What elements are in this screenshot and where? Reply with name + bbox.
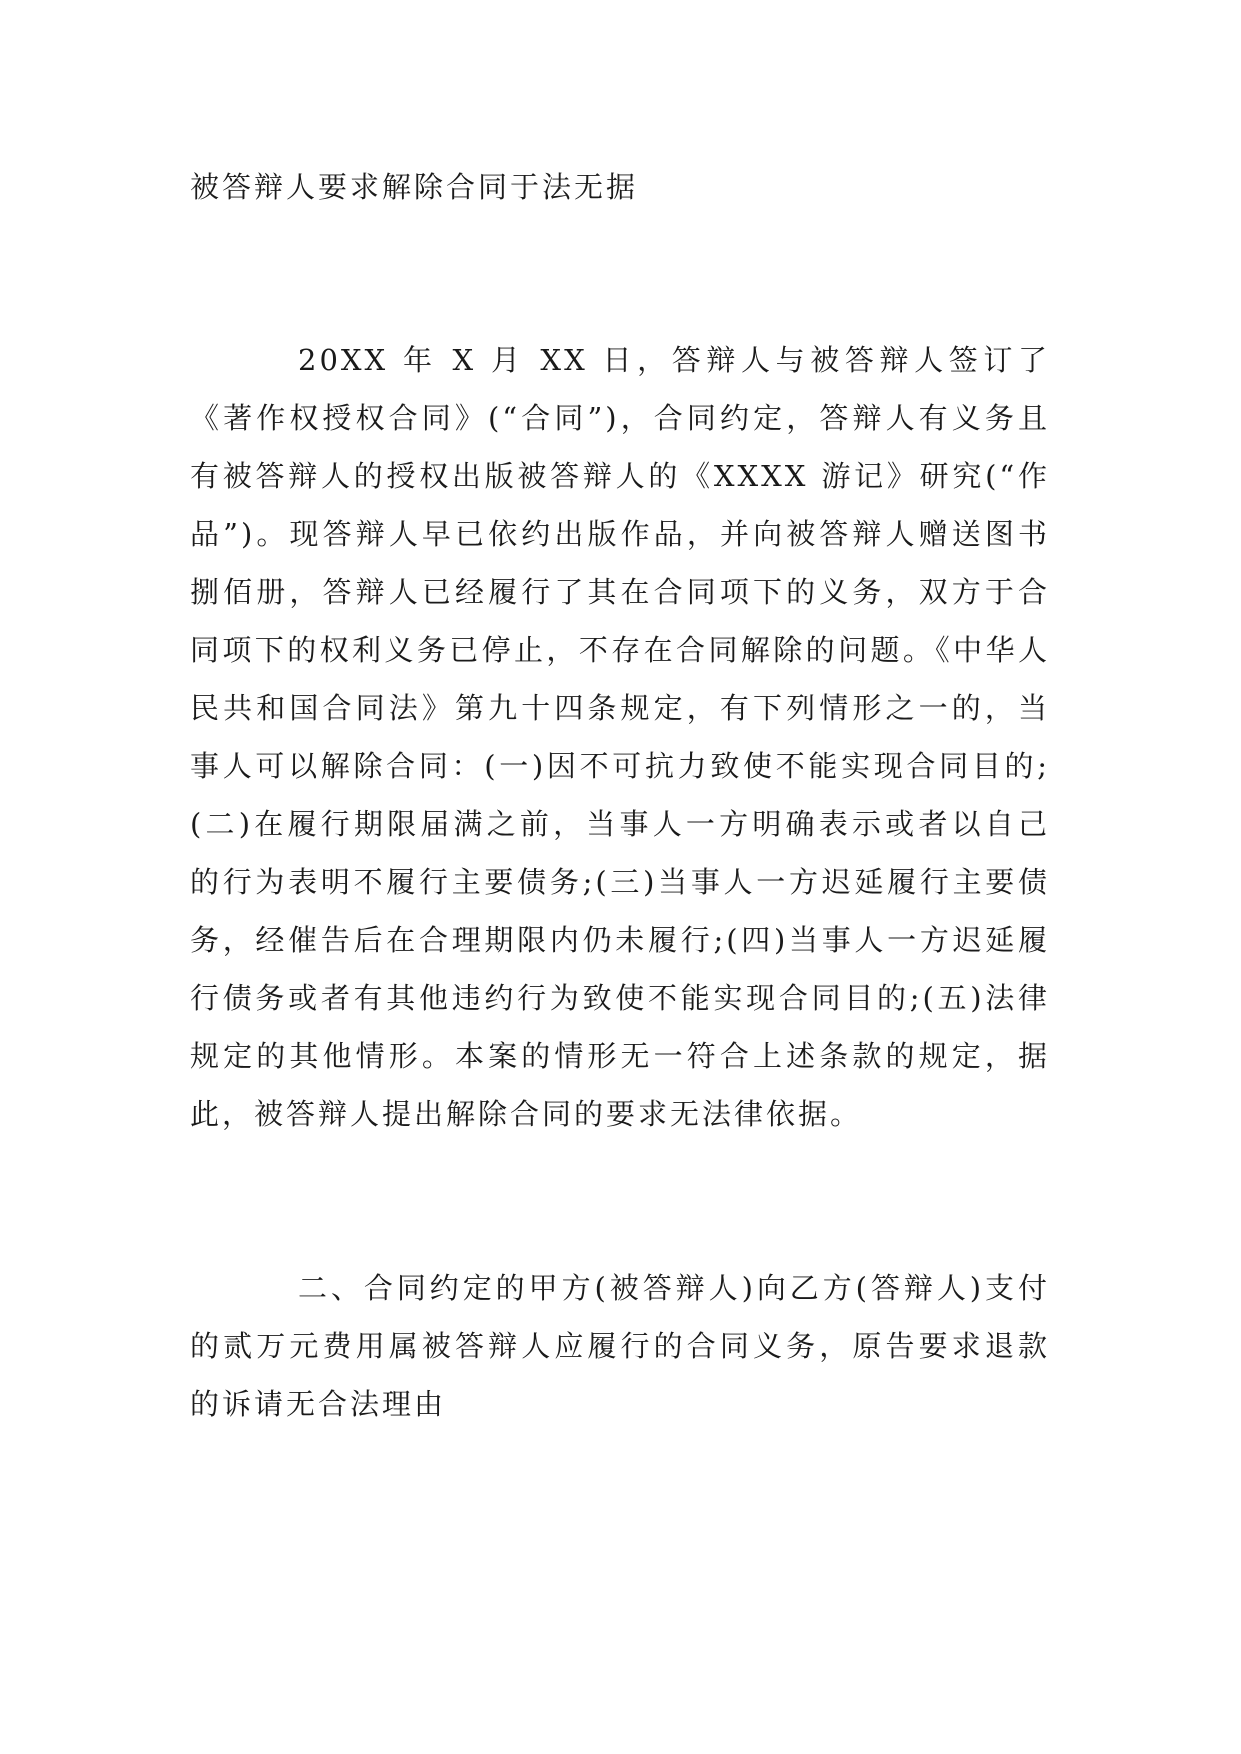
section-heading: 被答辩人要求解除合同于法无据 — [190, 170, 639, 204]
body-paragraph-contract-termination: 20XX 年 X 月 XX 日，答辩人与被答辩人签订了《著作权授权合同》(“合同”)，合同约定，答辩人有义务且有被答辩人的授权出版被答辩人的《XXXX 游记》研究(“作品”)。现答辩人早已依约出版作品，并向被答辩人赠送图书捌佰册，答辩人已经履行了其在合同项下的义务，双方于合同项下的权利义务已停止，不存在合同解除的问题。《中华人民共和国合同法》第九十四条规定，有下列情形之一的，当事人可以解除合同：(一)因不可抗力致使不能实现合同目的;(二)在履行期限届满之前，当事人一方明确表示或者以自己的行为表明不履行主要债务;(三)当事人一方迟延履行主要债务，经催告后在合理期限内仍未履行;(四)当事人一方迟延履行债务或者有其他违约行为致使不能实现合同目的;(五)法律规定的其他情形。本案的情形无一符合上述条款的规定，据此，被答辩人提出解除合同的要求无法律依据。 — [190, 343, 1050, 1131]
body-paragraph-payment-obligation: 二、合同约定的甲方(被答辩人)向乙方(答辩人)支付的贰万元费用属被答辩人应履行的合同义务，原告要求退款的诉请无合法理由 — [190, 1271, 1050, 1421]
